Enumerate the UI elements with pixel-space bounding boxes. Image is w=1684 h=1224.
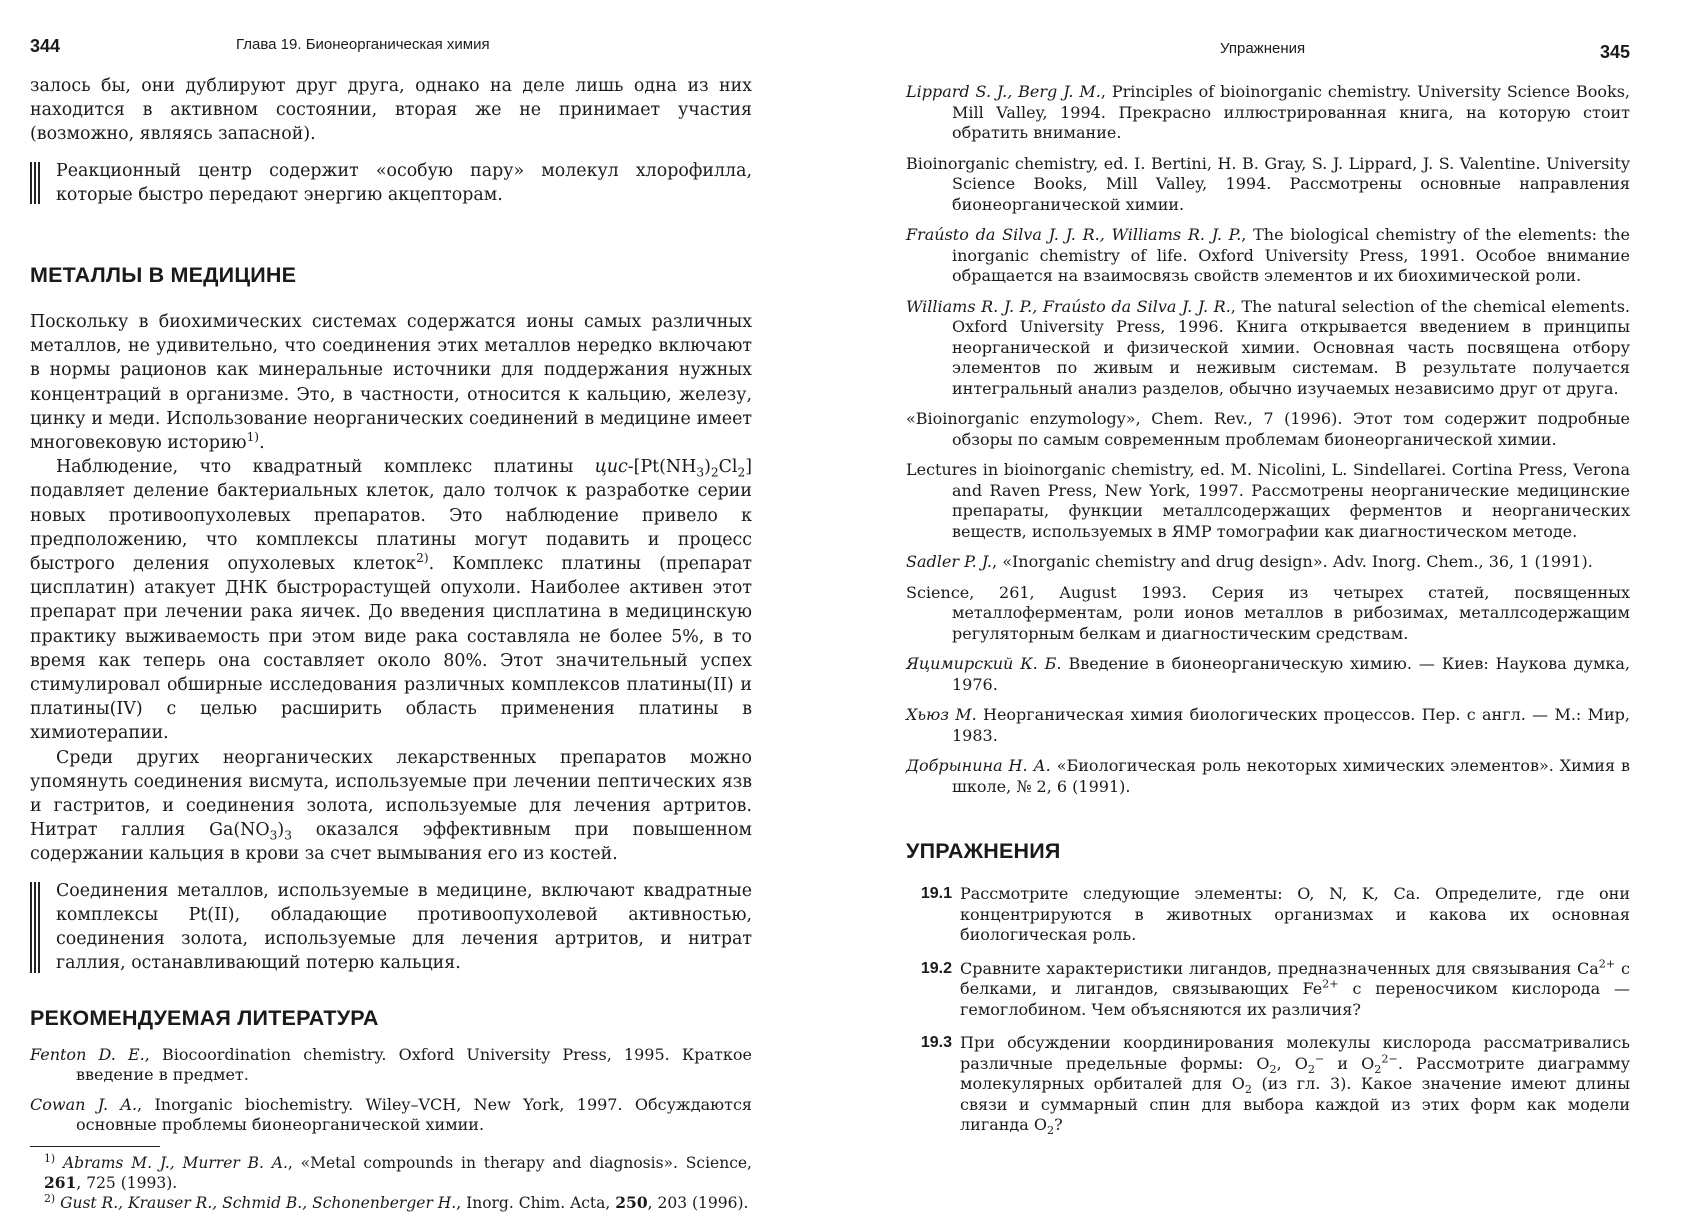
page-number-right: 345 [1599, 42, 1630, 62]
reference-item: Добрынина Н. А. «Биологическая роль некоторых химических элементов». Химия в школе, № 2, 6 (1991). [906, 756, 1631, 796]
section-title-metals: МЕТАЛЛЫ В МЕДИЦИНЕ [30, 263, 297, 288]
exercise-number: 19.1 [920, 885, 952, 902]
exercise-text: Рассмотрите следующие элементы: O, N, K, Ca. Определите, где они концентрируются в животных организмах и какова их основная биологическая роль. [960, 884, 1630, 944]
exercise-item [906, 1033, 1630, 1136]
exercise-item [906, 884, 1630, 946]
highlight-bars-icon [30, 159, 42, 207]
exercise-text: При обсуждении координирования молекулы кислорода рассматривались различные предельные формы: $O_2$, $O_2^-$ и $O_2^{2-}$. Рассмотрите диаграмму молекулярных орбиталей для $O_2$ (из гл. 3). Какое значение имеют длины связи и суммарный спин для выбора каждой из этих форм как модели лиганда $O_2$? [960, 1033, 1631, 1138]
section-title-literature: РЕКОМЕНДУЕМАЯ ЛИТЕРАТУРА [30, 1005, 379, 1030]
reference-item: Williams R. J. P., Fraústo da Silva J. J. R., The natural selection of the chemical elements. Oxford University Press, 1996. Книга открывается введением в принципы неорганической и физической химии. Основная часть посвящена отбору элементов по живым и неживым системам. В результате получается интегральный анализ разделов, обычно изучаемых независимо друг от друга. [906, 296, 1630, 398]
reference-item: Хьюз М. Неорганическая химия биологических процессов. Пер. с англ. — М.: Мир, 1983. [906, 705, 1630, 745]
footnotes [30, 1153, 752, 1213]
reference-item: Fenton D. E., Biocoordination chemistry. Oxford University Press, 1995. Краткое введение в предмет. [30, 1044, 752, 1084]
reference-item: Fraústo da Silva J. J. R., Williams R. J. P., The biological chemistry of the elements: the inorganic chemistry of life. Oxford University Press, 1991. Особое внимание обращается на взаимосвязь свойств элементов и их биохимической роли. [906, 225, 1631, 285]
reference-item: Яцимирский К. Б. Введение в бионеорганическую химию. — Киев: Наукова думка, 1976. [906, 654, 1631, 694]
metals-paragraph-1: Поскольку в биохимических системах содержатся ионы самых различных металлов, не удивительно, что соединения этих металлов нередко включают в нормы рационов как минеральные источники для поддержания нужных концентраций в организме. Это, в частности, относится к кальцию, железу, цинку и меди. Использование неорганических соединений в медицине имеет многовековую историю$^{1)}$. [30, 312, 752, 454]
metals-paragraph-3: Среди других неорганических лекарственных препаратов можно упомянуть соединения висмута, используемые при лечении пептических язв и гастритов, и соединения золота, используемые для лечения артритов. Нитрат галлия $Ga(NO_3)_3$ оказался эффективным при повышенном содержании кальция в крови за счет вымывания его из костей. [30, 747, 752, 865]
highlight-box-1 [30, 159, 752, 207]
footnote-divider [30, 1146, 160, 1147]
highlight-box-2 [30, 879, 752, 976]
reference-item: Bioinorganic chemistry, ed. I. Bertini, H. B. Gray, S. J. Lippard, J. S. Valentine. University Science Books, Mill Valley, 1994. Рассмотрены основные направления бионеорганической химии. [906, 153, 1630, 214]
exercise-item [906, 959, 1630, 1021]
running-head-left: Глава 19. Бионеорганическая химия [236, 36, 490, 53]
exercise-number: 19.2 [920, 959, 952, 977]
reference-item: Sadler P. J., «Inorganic chemistry and drug design». Adv. Inorg. Chem., 36, 1 (1991). [906, 552, 1593, 571]
footnote-2: $^{2)}$ Gust R., Krauser R., Schmid B., Schonenberger H., Inorg. Chim. Acta, 250, 203 (1996). [44, 1191, 749, 1212]
reference-item: Lippard S. J., Berg J. M., Principles of bioinorganic chemistry. University Science Books, Mill Valley, 1994. Прекрасно иллюстрированная книга, на которую стоит обратить внимание. [906, 82, 1631, 142]
highlight-text-2: Соединения металлов, используемые в медицине, включают квадратные комплексы Pt(II), обладающие противоопухолевой активностью, соединения золота, используемые для лечения артритов, и нитрат галлия, останавливающий потерю кальция. [56, 880, 752, 974]
intro-paragraph: залось бы, они дублируют друг друга, однако на деле лишь одна из них находится в активном состоянии, вторая же не принимает участия (возможно, являясь запасной). [30, 76, 752, 145]
reference-item: Lectures in bioinorganic chemistry, ed. M. Nicolini, L. Sindellarei. Cortina Press, Verona and Raven Press, New York, 1997. Рассмотрены неорганические медицинские препараты, функции металлсодержащих ферментов и неорганических веществ, используемых в ЯМР томографии как диагностическом методе. [906, 460, 1630, 541]
highlight-text-1: Реакционный центр содержит «особую пару» молекул хлорофилла, которые быстро передают энергию акцепторам. [56, 160, 752, 205]
exercise-number: 19.3 [920, 1034, 952, 1051]
reference-item: «Bioinorganic enzymology», Chem. Rev., 7 (1996). Этот том содержит подробные обзоры по самым современным проблемам бионеорганической химии. [906, 409, 1630, 449]
literature-list-left [30, 1045, 752, 1136]
running-head-right: Упражнения [1220, 40, 1306, 57]
metals-paragraph-2: Наблюдение, что квадратный комплекс платины цис-$[Pt(NH_3)_2Cl_2]$ подавляет деление бактериальных клеток, дало толчок к разработке серии новых противоопухолевых препаратов. Это наблюдение привело к предположению, что комплексы платины могут подавить и процесс быстрого деления опухолевых клеток$^{2)}$. Комплекс платины (препарат цисплатин) атакует ДНК быстрорастущей опухоли. Наиболее активен этот препарат при лечении рака яичек. До введения цисплатина в медицинскую практику выживаемость при этом виде рака составляла не более 5%, в то время как теперь она составляет около 80%. Этот значительный успех стимулировал обширные исследования различных комплексов платины(II) и платины(IV) с целью расширить область применения платины в химиотерапии. [30, 457, 753, 744]
highlight-bars-icon [30, 879, 42, 976]
footnote-1: $^{1)}$ Abrams M. J., Murrer B. A., «Metal compounds in therapy and diagnosis». Science, 261, 725 (1993). [44, 1151, 752, 1192]
footnote-ref-2: 2) [416, 551, 429, 566]
page-number-left: 344 [30, 36, 61, 56]
reference-item: Science, 261, August 1993. Серия из четырех статей, посвященных металлоферментам, роли ионов металлов в рибозимах, металлсодержащим регуляторным белкам и диагностическим средствам. [906, 582, 1630, 643]
footnote-ref-1: 1) [246, 430, 260, 445]
section-title-exercises: УПРАЖНЕНИЯ [906, 839, 1061, 863]
exercise-list [906, 884, 1630, 1136]
left-content [30, 74, 752, 1213]
right-content [906, 82, 1630, 1136]
reference-item: Cowan J. A., Inorganic biochemistry. Wiley–VCH, New York, 1997. Обсуждаются основные проблемы бионеорганической химии. [30, 1094, 753, 1134]
exercise-text: Сравните характеристики лигандов, предназначенных для связывания $Ca^{2+}$ с белками, и лигандов, связывающих $Fe^{2+}$ с переносчиком кислорода — гемоглобином. Чем объясняются их различия? [960, 957, 1630, 1019]
literature-list-right [906, 82, 1630, 797]
